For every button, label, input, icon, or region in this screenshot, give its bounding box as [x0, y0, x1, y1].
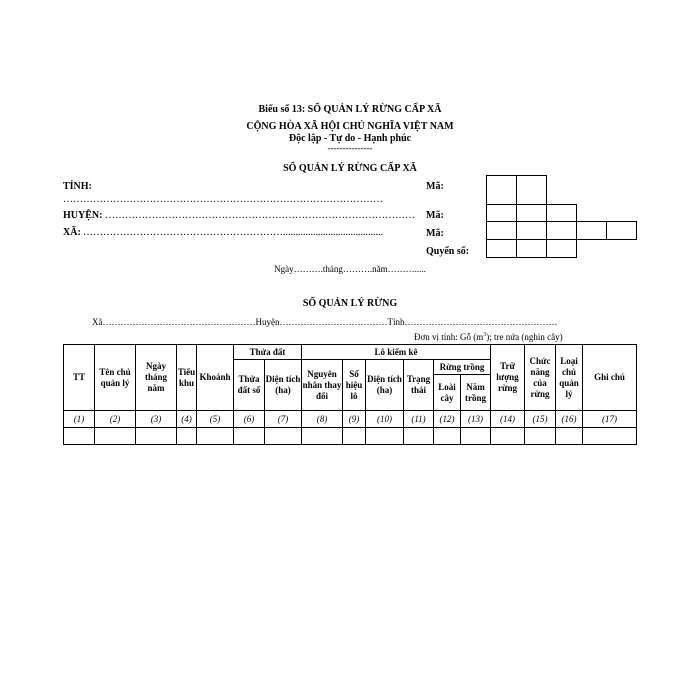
col-status: Trạng thái — [404, 360, 434, 411]
location-line: Xã……………………………………………Huyện………………………………Tỉnh…………………………………………… — [92, 317, 558, 327]
divider-rule: --------------- — [327, 143, 373, 153]
column-number: (6) — [234, 411, 265, 428]
table-cell[interactable] — [64, 428, 95, 445]
table-cell[interactable] — [404, 428, 434, 445]
code-box[interactable] — [546, 204, 577, 222]
col-forest-function: Chức năng của rừng — [525, 345, 556, 411]
col-parcel-area: Diện tích (ha) — [265, 360, 302, 411]
column-number: (15) — [525, 411, 556, 428]
code-box[interactable] — [516, 175, 547, 205]
table-cell[interactable] — [491, 428, 525, 445]
section-title: SỔ QUẢN LÝ RỪNG — [302, 298, 398, 309]
forest-register-table — [63, 344, 637, 445]
table-cell[interactable] — [302, 428, 343, 445]
col-date: Ngày tháng năm — [136, 345, 177, 411]
code-label-district: Mã: — [426, 210, 444, 221]
table-cell[interactable] — [265, 428, 302, 445]
column-number: (8) — [302, 411, 343, 428]
code-box[interactable] — [606, 221, 637, 240]
col-owner-type: Loại chủ quản lý — [556, 345, 583, 411]
table-cell[interactable] — [234, 428, 265, 445]
code-box[interactable] — [486, 239, 517, 258]
column-number-row — [64, 411, 637, 428]
district-line: ………………………………………………………………………………… — [105, 210, 415, 221]
col-sub-compartment: Tiểu khu — [177, 345, 197, 411]
column-number: (7) — [265, 411, 302, 428]
code-label-province: Mã: — [426, 181, 444, 192]
table-cell[interactable] — [197, 428, 234, 445]
column-number: (14) — [491, 411, 525, 428]
table-cell[interactable] — [136, 428, 177, 445]
code-box[interactable] — [486, 175, 517, 205]
table-cell[interactable] — [177, 428, 197, 445]
country-name: CỘNG HÒA XÃ HỘI CHỦ NGHĨA VIỆT NAM — [246, 121, 454, 132]
col-parcel-number: Thửa đất số — [234, 360, 265, 411]
code-box[interactable] — [516, 204, 547, 222]
column-number: (1) — [64, 411, 95, 428]
code-label-commune: Mã: — [426, 228, 444, 239]
unit-note: Đơn vị tính: Gỗ $(m^3)$; tre nứa (nghìn cây) — [414, 332, 563, 342]
table-cell[interactable] — [461, 428, 491, 445]
column-number: (2) — [95, 411, 136, 428]
column-number: (4) — [177, 411, 197, 428]
column-number: (13) — [461, 411, 491, 428]
code-box[interactable] — [516, 221, 547, 240]
code-box[interactable] — [486, 204, 517, 222]
column-number: (5) — [197, 411, 234, 428]
district-label: HUYỆN: — [63, 210, 103, 221]
col-lot-number: Số hiệu lô — [343, 360, 366, 411]
table-cell[interactable] — [583, 428, 637, 445]
province-label: TỈNH: — [63, 181, 92, 192]
column-number: (9) — [343, 411, 366, 428]
group-land-parcel: Thửa đất — [234, 345, 302, 360]
column-number: (10) — [366, 411, 404, 428]
col-compartment: Khoảnh — [197, 345, 234, 411]
table-cell[interactable] — [556, 428, 583, 445]
col-lot-area: Diện tích (ha) — [366, 360, 404, 411]
table-cell[interactable] — [525, 428, 556, 445]
col-species: Loài cây — [434, 375, 461, 411]
col-notes: Ghi chú — [583, 345, 637, 411]
table-cell[interactable] — [343, 428, 366, 445]
col-change-reason: Nguyên nhân thay đổi — [302, 360, 343, 411]
col-forest-reserve: Trữ lượng rừng — [491, 345, 525, 411]
column-number: (11) — [404, 411, 434, 428]
table-cell[interactable] — [95, 428, 136, 445]
code-box[interactable] — [546, 239, 577, 258]
form-number: Biểu số 13: SỔ QUẢN LÝ RỪNG CẤP XÃ — [258, 104, 442, 115]
group-planted-forest: Rừng trồng — [434, 360, 491, 375]
commune-label: XÃ: — [63, 227, 81, 238]
code-box[interactable] — [576, 221, 607, 240]
code-box[interactable] — [516, 239, 547, 258]
column-number: (16) — [556, 411, 583, 428]
col-planting-year: Năm trồng — [461, 375, 491, 411]
table-row — [64, 428, 637, 445]
book-number-label: Quyển số: — [426, 246, 470, 257]
table-cell[interactable] — [434, 428, 461, 445]
column-number: (3) — [136, 411, 177, 428]
commune-line: ……………………………………………………........................................ — [83, 227, 383, 238]
col-owner-name: Tên chủ quản lý — [95, 345, 136, 411]
national-motto: Độc lập - Tự do - Hạnh phúc — [288, 133, 412, 144]
group-inventory-lot: Lô kiểm kê — [302, 345, 491, 360]
code-box[interactable] — [486, 221, 517, 240]
table-cell[interactable] — [366, 428, 404, 445]
book-title: SỔ QUẢN LÝ RỪNG CẤP XÃ — [283, 163, 417, 174]
province-line: …………………………………………………………………………………… — [63, 194, 383, 205]
col-tt: TT — [64, 345, 95, 411]
column-number: (17) — [583, 411, 637, 428]
code-box[interactable] — [546, 221, 577, 240]
column-number: (12) — [434, 411, 461, 428]
date-line: Ngày……….tháng……….năm………..... — [274, 264, 426, 274]
